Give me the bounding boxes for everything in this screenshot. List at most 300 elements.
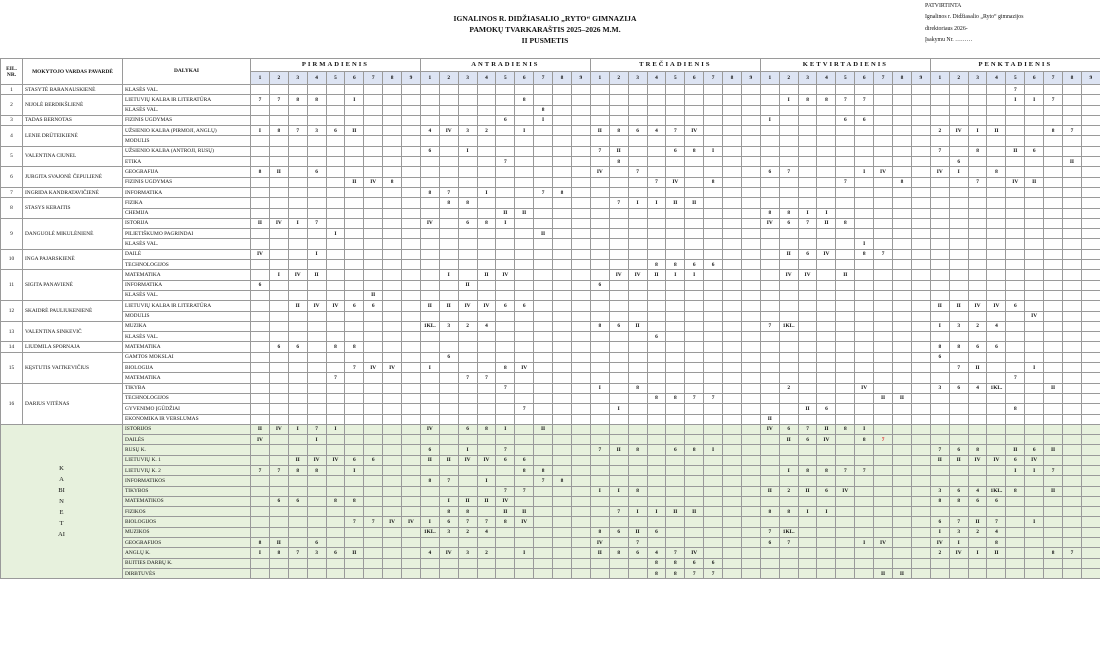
lesson-cell xyxy=(628,404,647,414)
lesson-cell xyxy=(288,280,307,290)
lesson-cell xyxy=(685,352,704,362)
lesson-cell xyxy=(364,496,383,506)
lesson-cell xyxy=(779,85,798,95)
lesson-cell xyxy=(251,198,270,208)
lesson-cell xyxy=(571,414,590,424)
lesson-cell: II xyxy=(892,568,911,578)
lesson-cell xyxy=(666,239,685,249)
lesson-cell xyxy=(704,115,723,125)
lesson-cell xyxy=(836,496,855,506)
lesson-cell xyxy=(685,517,704,527)
lesson-cell xyxy=(1081,301,1100,311)
lesson-cell: 6 xyxy=(458,424,477,434)
lesson-cell: 8 xyxy=(477,424,496,434)
lesson-cell xyxy=(855,126,874,136)
cabinet-name: ISTORIJOS xyxy=(123,424,251,434)
teacher-name: NIJOLĖ BERDIKŠLIENĖ xyxy=(23,95,123,116)
lesson-cell xyxy=(364,95,383,105)
lesson-cell xyxy=(685,321,704,331)
lesson-cell xyxy=(364,424,383,434)
lesson-cell xyxy=(949,218,968,228)
lesson-cell xyxy=(987,373,1006,383)
lesson-cell xyxy=(402,218,421,228)
lesson-cell xyxy=(251,414,270,424)
lesson-cell xyxy=(874,455,893,465)
lesson-cell xyxy=(364,568,383,578)
lesson-cell xyxy=(1062,383,1081,393)
lesson-cell xyxy=(1044,342,1063,352)
lesson-cell xyxy=(590,496,609,506)
lesson-cell xyxy=(930,290,949,300)
lesson-cell xyxy=(496,414,515,424)
lesson-cell xyxy=(1025,424,1044,434)
lesson-cell xyxy=(553,239,572,249)
lesson-cell xyxy=(458,311,477,321)
lesson-cell xyxy=(383,301,402,311)
lesson-cell xyxy=(1006,538,1025,548)
lesson-cell xyxy=(609,455,628,465)
lesson-cell: II xyxy=(269,167,288,177)
lesson-cell xyxy=(666,332,685,342)
lesson-cell xyxy=(723,105,742,115)
lesson-cell: 8 xyxy=(269,126,288,136)
lesson-cell xyxy=(364,445,383,455)
lesson-cell xyxy=(402,105,421,115)
lesson-cell: 6 xyxy=(269,496,288,506)
lesson-cell xyxy=(458,558,477,568)
lesson-cell xyxy=(892,496,911,506)
lesson-cell xyxy=(911,486,930,496)
lesson-cell: 8 xyxy=(345,496,364,506)
lesson-cell xyxy=(741,126,760,136)
lesson-cell xyxy=(1081,548,1100,558)
lesson-cell xyxy=(628,517,647,527)
lesson-cell xyxy=(326,517,345,527)
lesson-cell xyxy=(496,548,515,558)
lesson-cell xyxy=(723,218,742,228)
lesson-cell: 7 xyxy=(251,95,270,105)
lesson-cell xyxy=(590,424,609,434)
table-row xyxy=(1,136,1100,146)
lesson-cell xyxy=(911,208,930,218)
period-number: 6 xyxy=(515,72,534,85)
lesson-cell: 8 xyxy=(647,393,666,403)
teacher-name: DANGUOLĖ MIKULĖNIENĖ xyxy=(23,218,123,249)
lesson-cell xyxy=(420,465,439,475)
lesson-cell xyxy=(477,115,496,125)
lesson-cell xyxy=(930,393,949,403)
lesson-cell xyxy=(307,476,326,486)
lesson-cell: 8 xyxy=(383,177,402,187)
lesson-cell xyxy=(855,146,874,156)
lesson-cell xyxy=(836,404,855,414)
lesson-cell xyxy=(345,424,364,434)
lesson-cell xyxy=(496,568,515,578)
row-number: 9 xyxy=(1,218,23,249)
period-number: 8 xyxy=(383,72,402,85)
lesson-cell xyxy=(855,496,874,506)
lesson-cell xyxy=(1044,517,1063,527)
lesson-cell xyxy=(439,465,458,475)
lesson-cell xyxy=(288,260,307,270)
lesson-cell: II xyxy=(760,486,779,496)
lesson-cell xyxy=(251,177,270,187)
lesson-cell xyxy=(383,496,402,506)
lesson-cell: 8 xyxy=(307,465,326,475)
lesson-cell xyxy=(666,229,685,239)
lesson-cell xyxy=(307,445,326,455)
lesson-cell xyxy=(571,229,590,239)
lesson-cell xyxy=(288,208,307,218)
lesson-cell: 2 xyxy=(930,126,949,136)
lesson-cell xyxy=(741,332,760,342)
lesson-cell xyxy=(345,270,364,280)
lesson-cell xyxy=(477,311,496,321)
lesson-cell xyxy=(420,239,439,249)
lesson-cell xyxy=(1044,249,1063,259)
lesson-cell xyxy=(364,260,383,270)
lesson-cell xyxy=(874,198,893,208)
lesson-cell xyxy=(251,332,270,342)
lesson-cell: 1KL. xyxy=(779,527,798,537)
lesson-cell xyxy=(930,332,949,342)
lesson-cell xyxy=(817,568,836,578)
lesson-cell xyxy=(515,177,534,187)
lesson-cell xyxy=(685,249,704,259)
lesson-cell: IV xyxy=(685,126,704,136)
lesson-cell: II xyxy=(930,455,949,465)
lesson-cell xyxy=(251,239,270,249)
lesson-cell xyxy=(383,527,402,537)
lesson-cell xyxy=(1081,198,1100,208)
lesson-cell xyxy=(571,455,590,465)
lesson-cell xyxy=(553,363,572,373)
lesson-cell xyxy=(402,496,421,506)
lesson-cell: IV xyxy=(968,455,987,465)
lesson-cell xyxy=(760,239,779,249)
lesson-cell xyxy=(439,311,458,321)
lesson-cell: II xyxy=(874,568,893,578)
lesson-cell: IV xyxy=(855,383,874,393)
lesson-cell xyxy=(571,105,590,115)
lesson-cell: II xyxy=(628,321,647,331)
lesson-cell: 7 xyxy=(987,517,1006,527)
lesson-cell xyxy=(1081,352,1100,362)
lesson-cell xyxy=(741,105,760,115)
lesson-cell xyxy=(836,260,855,270)
timetable xyxy=(0,58,1100,579)
lesson-cell xyxy=(911,157,930,167)
lesson-cell: I xyxy=(930,321,949,331)
lesson-cell xyxy=(911,290,930,300)
lesson-cell: II xyxy=(968,517,987,527)
table-row xyxy=(1,249,1100,259)
lesson-cell xyxy=(1044,404,1063,414)
lesson-cell xyxy=(1062,218,1081,228)
period-number: 7 xyxy=(534,72,553,85)
lesson-cell xyxy=(741,352,760,362)
lesson-cell: II xyxy=(1044,445,1063,455)
lesson-cell xyxy=(666,187,685,197)
approval-line: Įsakymu Nr. ……… xyxy=(925,37,973,44)
lesson-cell xyxy=(1062,208,1081,218)
lesson-cell xyxy=(288,363,307,373)
lesson-cell xyxy=(269,280,288,290)
lesson-cell xyxy=(534,332,553,342)
lesson-cell: II xyxy=(779,249,798,259)
lesson-cell xyxy=(609,239,628,249)
lesson-cell xyxy=(534,177,553,187)
lesson-cell xyxy=(553,548,572,558)
lesson-cell xyxy=(326,260,345,270)
lesson-cell xyxy=(1044,352,1063,362)
lesson-cell xyxy=(590,311,609,321)
lesson-cell xyxy=(477,363,496,373)
lesson-cell: 6 xyxy=(609,527,628,537)
lesson-cell xyxy=(741,301,760,311)
lesson-cell xyxy=(439,229,458,239)
lesson-cell xyxy=(892,301,911,311)
lesson-cell xyxy=(1081,249,1100,259)
lesson-cell xyxy=(590,157,609,167)
lesson-cell xyxy=(269,146,288,156)
lesson-cell xyxy=(874,260,893,270)
cabinet-name: DIRBTUVĖS xyxy=(123,568,251,578)
lesson-cell xyxy=(741,476,760,486)
lesson-cell xyxy=(590,465,609,475)
lesson-cell xyxy=(704,249,723,259)
lesson-cell xyxy=(534,157,553,167)
lesson-cell xyxy=(987,404,1006,414)
lesson-cell xyxy=(534,167,553,177)
lesson-cell xyxy=(420,383,439,393)
lesson-cell xyxy=(609,424,628,434)
lesson-cell xyxy=(1062,249,1081,259)
table-row xyxy=(1,301,1100,311)
lesson-cell xyxy=(458,208,477,218)
lesson-cell xyxy=(779,126,798,136)
lesson-cell xyxy=(741,187,760,197)
lesson-cell xyxy=(269,157,288,167)
lesson-cell xyxy=(741,363,760,373)
lesson-cell xyxy=(647,383,666,393)
lesson-cell xyxy=(647,95,666,105)
lesson-cell xyxy=(1062,239,1081,249)
lesson-cell xyxy=(1062,496,1081,506)
lesson-cell xyxy=(685,157,704,167)
lesson-cell xyxy=(666,105,685,115)
lesson-cell: I xyxy=(269,270,288,280)
lesson-cell xyxy=(911,177,930,187)
lesson-cell xyxy=(836,373,855,383)
lesson-cell xyxy=(817,311,836,321)
lesson-cell xyxy=(930,414,949,424)
lesson-cell xyxy=(1081,568,1100,578)
lesson-cell xyxy=(477,95,496,105)
lesson-cell xyxy=(930,115,949,125)
lesson-cell xyxy=(269,393,288,403)
lesson-cell xyxy=(892,105,911,115)
lesson-cell: 6 xyxy=(307,167,326,177)
lesson-cell xyxy=(817,136,836,146)
lesson-cell xyxy=(741,167,760,177)
lesson-cell xyxy=(439,280,458,290)
lesson-cell: 7 xyxy=(628,538,647,548)
lesson-cell xyxy=(704,105,723,115)
lesson-cell xyxy=(704,435,723,445)
lesson-cell xyxy=(911,383,930,393)
lesson-cell xyxy=(1006,239,1025,249)
lesson-cell xyxy=(798,260,817,270)
lesson-cell xyxy=(1044,105,1063,115)
lesson-cell xyxy=(911,85,930,95)
lesson-cell xyxy=(383,95,402,105)
lesson-cell xyxy=(892,332,911,342)
lesson-cell xyxy=(1044,301,1063,311)
lesson-cell xyxy=(798,383,817,393)
lesson-cell xyxy=(798,558,817,568)
lesson-cell xyxy=(345,260,364,270)
lesson-cell xyxy=(741,393,760,403)
period-number: 2 xyxy=(439,72,458,85)
lesson-cell xyxy=(477,85,496,95)
lesson-cell xyxy=(949,177,968,187)
lesson-cell xyxy=(798,146,817,156)
lesson-cell xyxy=(741,249,760,259)
lesson-cell xyxy=(798,126,817,136)
lesson-cell xyxy=(1025,218,1044,228)
lesson-cell xyxy=(553,445,572,455)
lesson-cell xyxy=(251,229,270,239)
lesson-cell xyxy=(307,260,326,270)
lesson-cell xyxy=(590,393,609,403)
lesson-cell xyxy=(760,435,779,445)
lesson-cell xyxy=(949,208,968,218)
row-number: 2 xyxy=(1,95,23,116)
lesson-cell xyxy=(307,136,326,146)
lesson-cell: 6 xyxy=(288,496,307,506)
lesson-cell: 4 xyxy=(420,126,439,136)
lesson-cell xyxy=(760,404,779,414)
lesson-cell xyxy=(1006,115,1025,125)
lesson-cell xyxy=(930,558,949,568)
period-number: 4 xyxy=(817,72,836,85)
lesson-cell xyxy=(741,208,760,218)
lesson-cell: 4 xyxy=(987,527,1006,537)
lesson-cell: II xyxy=(949,455,968,465)
teacher-name: TADAS BERNOTAS xyxy=(23,115,123,125)
lesson-cell xyxy=(477,538,496,548)
lesson-cell xyxy=(534,208,553,218)
lesson-cell xyxy=(458,538,477,548)
lesson-cell: IV xyxy=(949,126,968,136)
lesson-cell: 6 xyxy=(420,445,439,455)
lesson-cell: IV xyxy=(420,218,439,228)
lesson-cell: I xyxy=(345,465,364,475)
lesson-cell xyxy=(930,270,949,280)
period-number: 1 xyxy=(590,72,609,85)
lesson-cell xyxy=(364,558,383,568)
lesson-cell xyxy=(855,414,874,424)
lesson-cell xyxy=(817,558,836,568)
lesson-cell xyxy=(553,568,572,578)
lesson-cell: 3 xyxy=(439,321,458,331)
cabinet-row xyxy=(1,424,1100,434)
lesson-cell xyxy=(704,229,723,239)
period-number: 2 xyxy=(269,72,288,85)
lesson-cell xyxy=(741,558,760,568)
lesson-cell xyxy=(251,208,270,218)
lesson-cell xyxy=(477,445,496,455)
lesson-cell xyxy=(1081,311,1100,321)
lesson-cell xyxy=(968,352,987,362)
lesson-cell xyxy=(609,568,628,578)
lesson-cell xyxy=(251,404,270,414)
lesson-cell xyxy=(685,373,704,383)
lesson-cell: I xyxy=(307,249,326,259)
lesson-cell xyxy=(345,476,364,486)
lesson-cell: 6 xyxy=(760,167,779,177)
lesson-cell: I xyxy=(307,435,326,445)
lesson-cell: IV xyxy=(496,270,515,280)
lesson-cell xyxy=(911,465,930,475)
lesson-cell xyxy=(326,95,345,105)
lesson-cell: I xyxy=(817,507,836,517)
lesson-cell: 7 xyxy=(477,517,496,527)
lesson-cell xyxy=(307,496,326,506)
lesson-cell xyxy=(874,218,893,228)
teacher-name: STASYS KERAITIS xyxy=(23,198,123,219)
lesson-cell: I xyxy=(251,548,270,558)
lesson-cell xyxy=(779,311,798,321)
period-number: 9 xyxy=(1081,72,1100,85)
lesson-cell xyxy=(666,95,685,105)
cabinet-row xyxy=(1,476,1100,486)
lesson-cell xyxy=(836,507,855,517)
lesson-cell xyxy=(534,218,553,228)
lesson-cell xyxy=(779,363,798,373)
lesson-cell xyxy=(345,435,364,445)
subject-name: CHEMIJA xyxy=(123,208,251,218)
lesson-cell xyxy=(647,146,666,156)
lesson-cell xyxy=(1081,157,1100,167)
lesson-cell xyxy=(439,177,458,187)
lesson-cell: II xyxy=(968,363,987,373)
lesson-cell xyxy=(666,383,685,393)
lesson-cell xyxy=(269,568,288,578)
lesson-cell xyxy=(911,260,930,270)
lesson-cell xyxy=(590,95,609,105)
cabinet-name: BUITIES DARBŲ K. xyxy=(123,558,251,568)
lesson-cell: 6 xyxy=(590,280,609,290)
lesson-cell xyxy=(760,445,779,455)
lesson-cell xyxy=(458,260,477,270)
lesson-cell: 4 xyxy=(968,383,987,393)
lesson-cell xyxy=(760,187,779,197)
cabinet-name: INFORMATIKOS xyxy=(123,476,251,486)
lesson-cell xyxy=(968,239,987,249)
lesson-cell xyxy=(553,342,572,352)
lesson-cell xyxy=(609,352,628,362)
lesson-cell xyxy=(647,187,666,197)
lesson-cell xyxy=(420,404,439,414)
table-row xyxy=(1,393,1100,403)
lesson-cell: 6 xyxy=(326,548,345,558)
lesson-cell xyxy=(779,198,798,208)
lesson-cell xyxy=(251,136,270,146)
lesson-cell xyxy=(1044,260,1063,270)
lesson-cell xyxy=(1006,167,1025,177)
